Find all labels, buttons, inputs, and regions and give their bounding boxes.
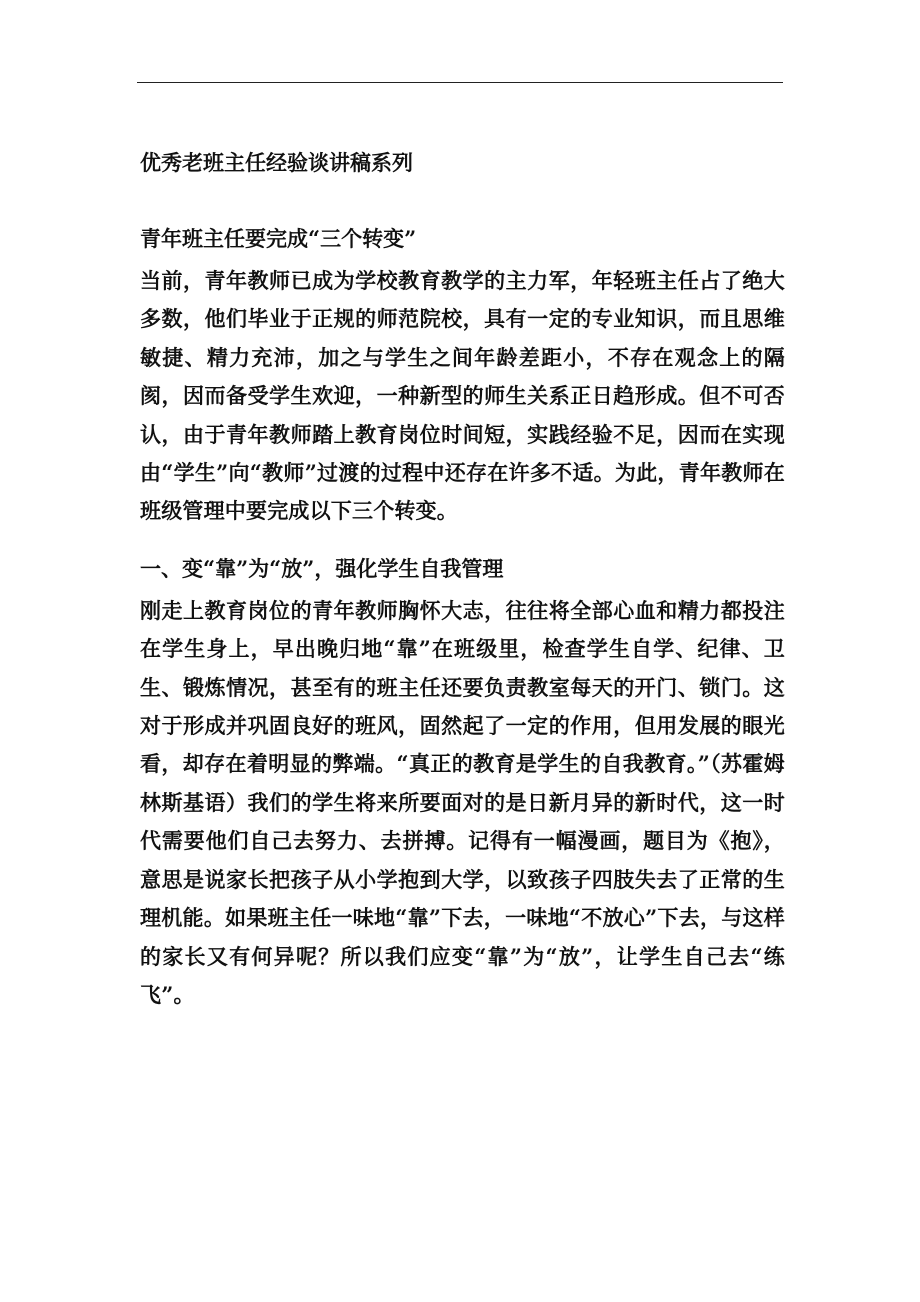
header-rule	[137, 82, 783, 83]
document-body	[140, 145, 785, 1014]
article-title: 青年班主任要完成“三个转变”	[140, 226, 417, 251]
series-title: 优秀老班主任经验谈讲稿系列	[140, 150, 413, 175]
section-spacer	[140, 531, 785, 551]
section-paragraph: 刚走上教育岗位的青年教师胸怀大志，往往将全部心血和精力都投注在学生身上，早出晚归地“靠”在班级里，检查学生自学、纪律、卫生、锻炼情况，甚至有的班主任还要负责教室每天的开门、锁门。这对于形成并巩固良好的班风，固然起了一定的作用，但用发展的眼光看，却存在着明显的弊端。“真正的教育是学生的自我教育。”（苏霍姆林斯基语）我们的学生将来所要面对的是日新月异的新时代，这一时代需要他们自己去努力、去拼搏。记得有一幅漫画，题目为《抱》，意思是说家长把孩子从小学抱到大学，以致孩子四肢失去了正常的生理机能。如果班主任一味地“靠”下去，一味地“不放心”下去，与这样的家长又有何异呢？所以我们应变“靠”为“放”，让学生自己去“练飞”。	[140, 597, 785, 1007]
section-heading: 一、变“靠”为“放”，强化学生自我管理	[140, 555, 504, 581]
intro-paragraph: 当前，青年教师已成为学校教育教学的主力军，年轻班主任占了绝大多数，他们毕业于正规的师范院校，具有一定的专业知识，而且思维敏捷、精力充沛，加之与学生之间年龄差距小，不存在观念上的隔阂，因而备受学生欢迎，一种新型的师生关系正日趋形成。但不可否认，由于青年教师踏上教育岗位时间短，实践经验不足，因而在实现由“学生”向“教师”过渡的过程中还存在许多不适。为此，青年教师在班级管理中要完成以下三个转变。	[140, 268, 785, 524]
